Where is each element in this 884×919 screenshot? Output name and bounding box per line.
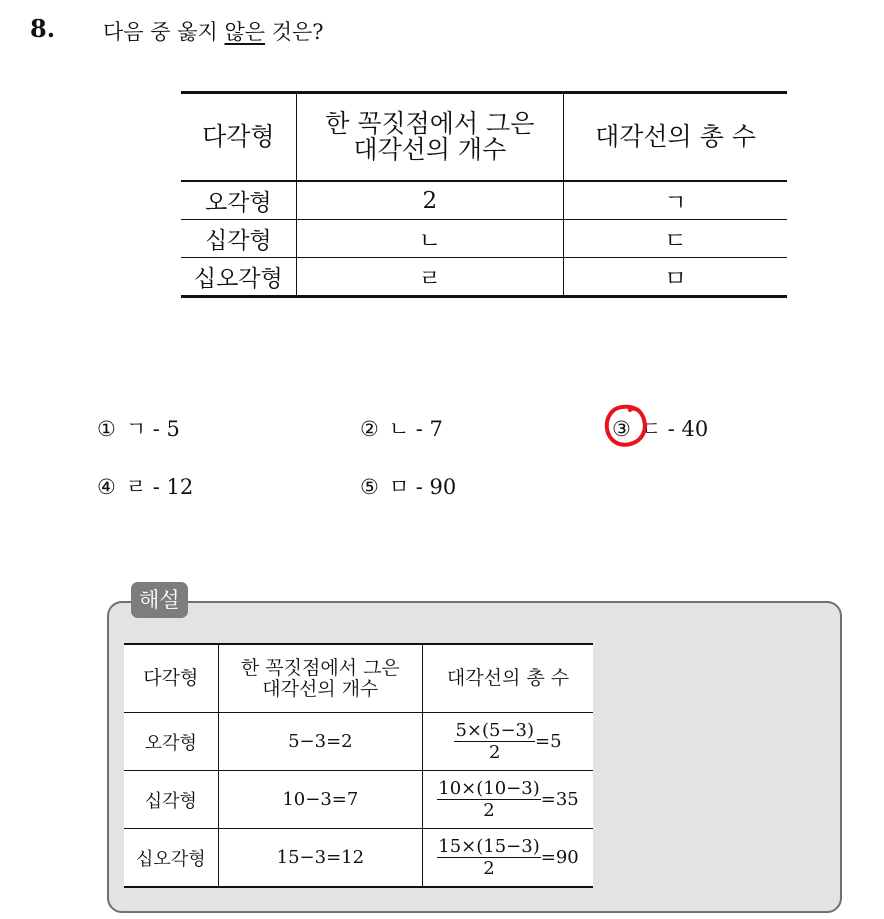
polygon-name: 십오각형 <box>193 266 283 292</box>
diagonal-count-calc: 5−3=2 <box>218 713 422 771</box>
choice-mark: ② <box>360 417 379 441</box>
problem-table <box>181 91 787 298</box>
table-row <box>124 771 593 829</box>
fraction-numerator: 5×(5−3) <box>455 720 535 741</box>
problem-table-header-row <box>181 93 787 182</box>
table-row <box>124 829 593 888</box>
diagonal-count-calc: 10−3=7 <box>218 771 422 829</box>
solution-table-header-row <box>124 644 593 713</box>
solution-table <box>124 643 593 888</box>
polygon-name: 오각형 <box>124 713 218 771</box>
choice-1[interactable] <box>97 413 180 443</box>
choice-mark: ④ <box>97 475 116 499</box>
header-diagonals-line2: 대각선의 개수 <box>262 677 379 700</box>
choice-text: ㅁ - 90 <box>388 475 457 499</box>
fraction-numerator: 15×(15−3) <box>438 836 540 857</box>
diagonal-total-calc <box>423 829 593 888</box>
table-row <box>181 258 787 297</box>
choice-text: ㄱ - 5 <box>125 417 180 441</box>
question-text-underlined: 않은 <box>224 20 266 44</box>
table-row <box>181 220 787 258</box>
table-row <box>181 181 787 220</box>
fraction <box>437 778 540 821</box>
question-text <box>103 16 324 46</box>
question-number: 8. <box>30 14 56 43</box>
choice-2[interactable] <box>360 413 443 443</box>
choice-4[interactable] <box>97 471 193 501</box>
polygon-name: 십각형 <box>181 220 296 258</box>
choice-mark: ① <box>97 417 116 441</box>
fraction <box>437 836 540 879</box>
header-polygon: 다각형 <box>181 93 296 182</box>
polygon-name: 오각형 <box>181 181 296 220</box>
explanation-tab-label: 해설 <box>131 582 188 618</box>
fraction-denominator: 2 <box>483 858 495 879</box>
choice-text: ㄹ - 12 <box>125 475 194 499</box>
header-diagonals-line1: 한 꼭짓점에서 그은 <box>325 108 535 138</box>
polygon-name: 십오각형 <box>136 848 206 870</box>
header-polygon: 다각형 <box>124 644 218 713</box>
diagonal-count: ㄹ <box>296 258 563 297</box>
header-diagonals-from-vertex <box>296 93 563 182</box>
diagonal-count: ㄴ <box>296 220 563 258</box>
diagonal-total: ㄷ <box>563 220 787 258</box>
header-diagonals-line2: 대각선의 개수 <box>353 135 507 164</box>
choice-5[interactable] <box>360 471 456 501</box>
choice-3[interactable] <box>612 413 708 443</box>
fraction-denominator: 2 <box>489 742 501 763</box>
fraction-numerator: 10×(10−3) <box>438 778 540 799</box>
header-total-diagonals: 대각선의 총 수 <box>563 93 787 182</box>
diagonal-count: 2 <box>296 181 563 220</box>
choice-text: ㄷ - 40 <box>640 417 709 441</box>
diagonal-total: ㅁ <box>563 258 787 297</box>
fraction-result: =5 <box>535 731 562 752</box>
polygon-name: 십각형 <box>124 771 218 829</box>
diagonal-total-calc <box>423 771 593 829</box>
header-diagonals-line1: 한 꼭짓점에서 그은 <box>240 656 400 679</box>
diagonal-total-calc <box>423 713 593 771</box>
fraction-result: =35 <box>540 789 579 810</box>
fraction-denominator: 2 <box>483 800 495 821</box>
question-text-before: 다음 중 옳지 <box>103 20 225 44</box>
header-diagonals-from-vertex <box>218 644 422 713</box>
fraction <box>454 720 535 763</box>
choice-text: ㄴ - 7 <box>388 417 443 441</box>
choice-mark: ⑤ <box>360 475 379 499</box>
header-total-diagonals: 대각선의 총 수 <box>423 644 593 713</box>
table-row <box>124 713 593 771</box>
diagonal-count-calc: 15−3=12 <box>218 829 422 888</box>
question-text-after: 것은? <box>265 20 324 44</box>
fraction-result: =90 <box>540 847 579 868</box>
choice-mark: ③ <box>612 417 631 441</box>
diagonal-total: ㄱ <box>563 181 787 220</box>
